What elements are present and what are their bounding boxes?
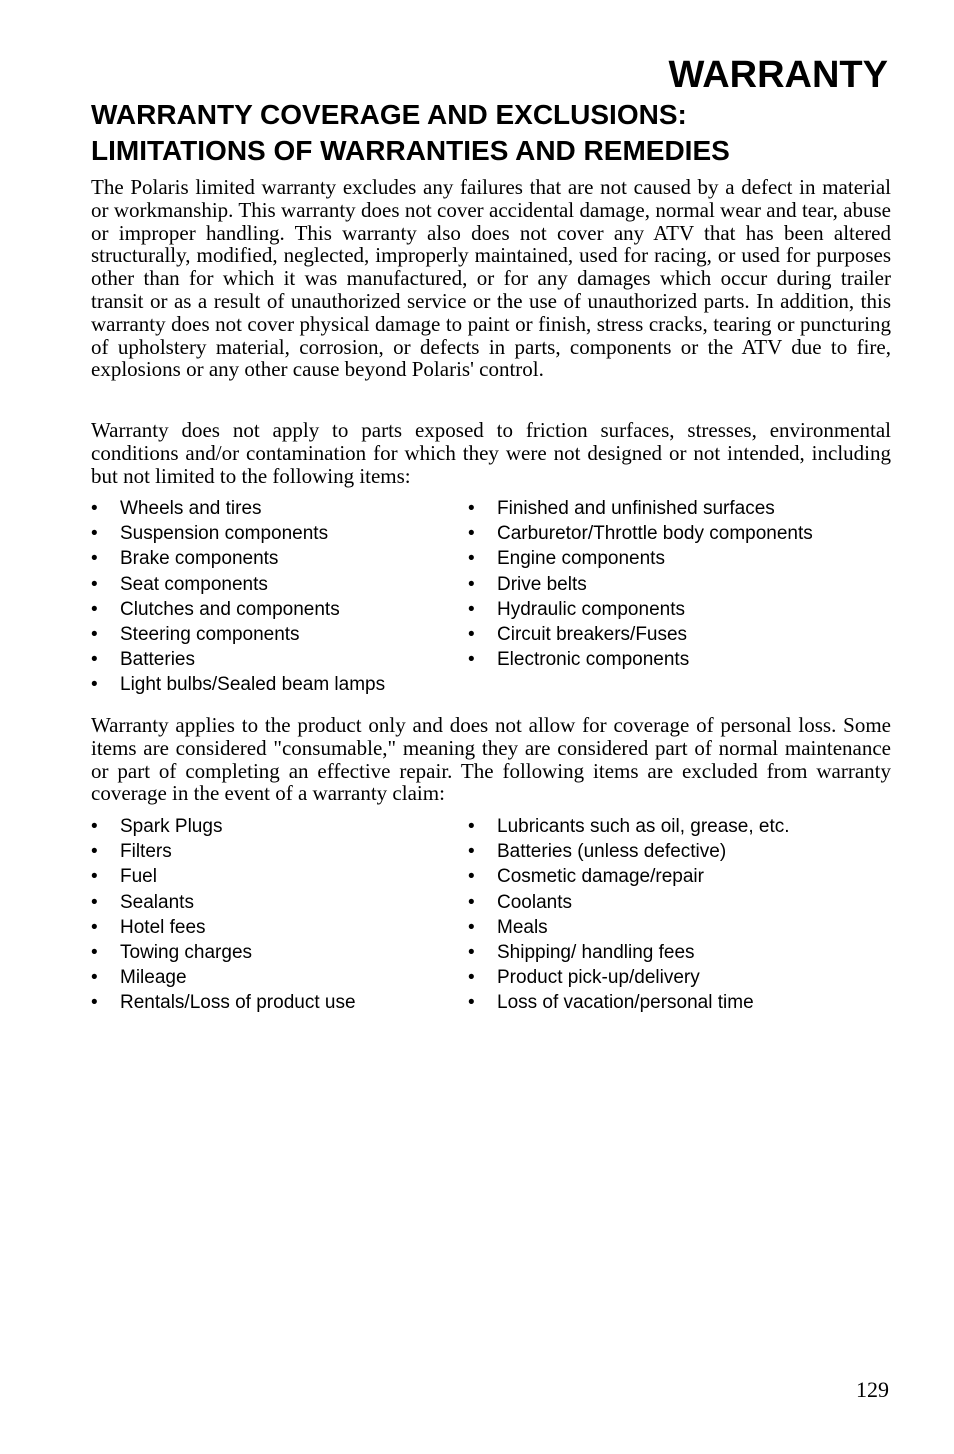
list-item	[91, 890, 356, 915]
consumables-list-left	[91, 814, 356, 1016]
list-item	[468, 622, 813, 647]
bullet: •	[91, 649, 98, 671]
list-item	[468, 890, 790, 915]
bullet: •	[468, 967, 475, 989]
list-item	[468, 647, 813, 672]
bullet: •	[91, 674, 98, 696]
list-item	[91, 546, 385, 571]
list-item-text: Cosmetic damage/repair	[497, 866, 704, 888]
bullet: •	[468, 916, 475, 938]
list-item-text: Wheels and tires	[120, 498, 262, 519]
list-item-text: Filters	[120, 841, 172, 863]
list-item	[91, 647, 385, 672]
list-item	[468, 572, 813, 597]
list-item	[468, 864, 790, 889]
list-item	[91, 990, 356, 1015]
consumables-paragraph: Warranty applies to the product only and does not allow for coverage of personal loss. Some items are considered "consumable," meaning they are considered part of normal maintenance or part of completing an effective repair. The following items are excluded from warranty coverage in the event of a warranty claim:	[91, 713, 891, 806]
bullet: •	[91, 816, 98, 837]
list-item-text: Seat components	[120, 573, 268, 595]
list-item	[468, 839, 790, 864]
list-item	[468, 546, 813, 571]
list-item-text: Circuit breakers/Fuses	[497, 623, 688, 645]
list-item-text: Drive belts	[497, 573, 587, 595]
list-item	[91, 965, 356, 990]
section-heading	[91, 97, 891, 169]
bullet: •	[91, 523, 98, 545]
list-item	[91, 814, 356, 839]
list-item	[91, 496, 385, 521]
bullet: •	[468, 992, 475, 1014]
bullet: •	[91, 841, 98, 863]
bullet: •	[468, 816, 475, 837]
bullet: •	[468, 866, 475, 888]
list-item-text: Towing charges	[120, 941, 253, 963]
bullet: •	[91, 498, 98, 519]
list-item	[91, 864, 356, 889]
bullet: •	[91, 573, 98, 595]
bullet: •	[468, 498, 475, 519]
list-item	[468, 496, 813, 521]
list-item-text: Meals	[497, 916, 548, 938]
list-item-text: Shipping/ handling fees	[497, 941, 695, 963]
bullet: •	[91, 916, 98, 938]
section-heading-line1: WARRANTY COVERAGE AND EXCLUSIONS:	[91, 99, 687, 130]
bullet: •	[91, 891, 98, 913]
list-item-text: Spark Plugs	[120, 816, 223, 837]
list-item-text: Product pick-up/delivery	[497, 967, 700, 989]
bullet: •	[468, 548, 475, 570]
list-item-text: Sealants	[120, 891, 194, 913]
list-item	[91, 622, 385, 647]
bullet: •	[91, 598, 98, 620]
section-heading-line2: LIMITATIONS OF WARRANTIES AND REMEDIES	[91, 135, 730, 166]
bullet: •	[468, 841, 475, 863]
coverage-exclusions-paragraph: The Polaris limited warranty excludes any failures that are not caused by a defect in material or workmanship. This warranty does not cover accidental damage, normal wear and tear, abuse or improper handling. This warranty also does not cover any ATV that has been altered structurally, modified, neglected, improperly maintained, used for racing, or used for purposes other than for which it was manufactured, or for any damages which occur during trailer transit or as a result of unauthorized service or the use of unauthorized parts. In addition, this warranty does not cover physical damage to paint or finish, stress cracks, tearing or puncturing of upholstery material, corrosion, or defects in parts, components or the ATV due to fire, explosions or any other cause beyond Polaris' control.	[91, 175, 891, 382]
list-item-text: Finished and unfinished surfaces	[497, 498, 775, 519]
excluded-parts-list-right	[468, 496, 813, 672]
list-item	[91, 839, 356, 864]
list-item	[91, 572, 385, 597]
page-title: WARRANTY	[668, 54, 888, 96]
bullet: •	[468, 891, 475, 913]
list-item-text: Electronic components	[497, 649, 690, 671]
list-item	[468, 521, 813, 546]
list-item-text: Rentals/Loss of product use	[120, 992, 356, 1014]
bullet: •	[468, 573, 475, 595]
list-item	[468, 965, 790, 990]
list-item-text: Hotel fees	[120, 916, 206, 938]
list-item	[468, 940, 790, 965]
list-item	[91, 597, 385, 622]
list-item-text: Fuel	[120, 866, 157, 888]
excluded-parts-list-left	[91, 496, 385, 698]
bullet: •	[91, 548, 98, 570]
bullet: •	[91, 967, 98, 989]
list-item	[91, 940, 356, 965]
list-item-text: Mileage	[120, 967, 187, 989]
list-item	[91, 672, 385, 697]
list-item	[468, 990, 790, 1015]
bullet: •	[91, 992, 98, 1014]
list-item	[468, 597, 813, 622]
list-item-text: Steering components	[120, 623, 300, 645]
list-item-text: Clutches and components	[120, 598, 340, 620]
list-item-text: Light bulbs/Sealed beam lamps	[120, 674, 386, 696]
bullet: •	[91, 941, 98, 963]
list-item	[91, 521, 385, 546]
parts-exclusion-paragraph: Warranty does not apply to parts exposed to friction surfaces, stresses, environmental conditions and/or contamination for which they were not designed or not intended, including but not limited to the following items:	[91, 418, 891, 488]
list-item-text: Loss of vacation/personal time	[497, 992, 754, 1014]
bullet: •	[91, 623, 98, 645]
bullet: •	[468, 649, 475, 671]
list-item	[468, 814, 790, 839]
consumables-list-right	[468, 814, 790, 1016]
bullet: •	[468, 523, 475, 545]
bullet: •	[91, 866, 98, 888]
list-item-text: Carburetor/Throttle body components	[497, 523, 813, 545]
list-item-text: Batteries	[120, 649, 195, 671]
page-number: 129	[856, 1377, 889, 1402]
list-item	[468, 915, 790, 940]
list-item-text: Lubricants such as oil, grease, etc.	[497, 816, 790, 837]
bullet: •	[468, 623, 475, 645]
list-item-text: Batteries (unless defective)	[497, 841, 727, 863]
list-item-text: Engine components	[497, 548, 665, 570]
bullet: •	[468, 598, 475, 620]
list-item	[91, 915, 356, 940]
list-item-text: Brake components	[120, 548, 279, 570]
list-item-text: Hydraulic components	[497, 598, 685, 620]
bullet: •	[468, 941, 475, 963]
list-item-text: Suspension components	[120, 523, 329, 545]
list-item-text: Coolants	[497, 891, 572, 913]
